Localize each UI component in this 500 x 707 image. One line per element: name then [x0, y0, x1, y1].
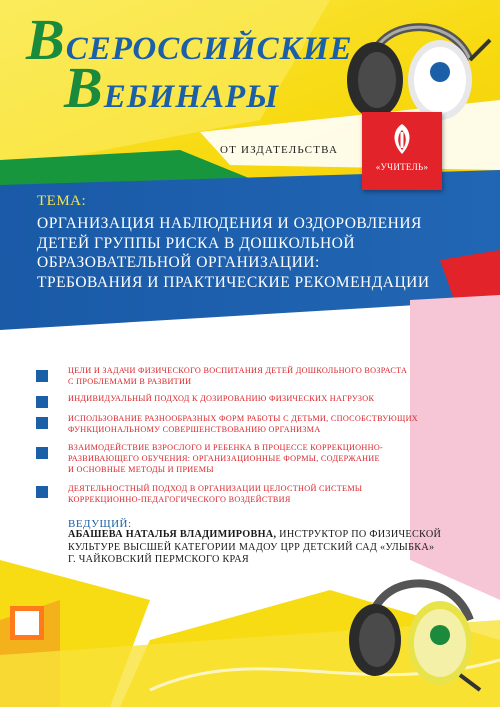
- title-line-2: [64, 55, 280, 120]
- host-info: [68, 529, 468, 567]
- agenda-item-line: ДЕЯТЕЛЬНОСТНЫЙ ПОДХОД В ОРГАНИЗАЦИИ ЦЕЛОСТНОЙ СИСТЕМЫ: [68, 484, 363, 493]
- topic-line: ОРГАНИЗАЦИЯ НАБЛЮДЕНИЯ И ОЗДОРОВЛЕНИЯ: [37, 215, 422, 232]
- host-name: АБАШЕВА НАТАЛЬЯ ВЛАДИМИРОВНА,: [68, 529, 277, 540]
- agenda-item-line: С ПРОБЛЕМАМИ В РАЗВИТИИ: [68, 377, 192, 386]
- title-rest-1: СЕРОССИЙСКИЕ: [65, 31, 353, 67]
- topic-line: ОБРАЗОВАТЕЛЬНОЙ ОРГАНИЗАЦИИ:: [37, 254, 320, 271]
- agenda-item: [68, 393, 458, 404]
- publisher-label: ОТ ИЗДАТЕЛЬСТВА: [220, 144, 339, 156]
- agenda-item: [68, 413, 458, 435]
- agenda-item-line: ВЗАИМОДЕЙСТВИЕ ВЗРОСЛОГО И РЕБЕНКА В ПРОЦЕССЕ КОРРЕКЦИОННО-: [68, 443, 384, 452]
- agenda-item-line: ИСПОЛЬЗОВАНИЕ РАЗНООБРАЗНЫХ ФОРМ РАБОТЫ С ДЕТЬМИ, СПОСОБСТВУЮЩИХ: [68, 414, 419, 423]
- agenda-item-line: ИНДИВИДУАЛЬНЫЙ ПОДХОД К ДОЗИРОВАНИЮ ФИЗИЧЕСКИХ НАГРУЗОК: [68, 394, 375, 403]
- square-bullet-icon: [36, 370, 48, 382]
- agenda-item-line: КОРРЕКЦИОННО-ПЕДАГОГИЧЕСКОГО ВОЗДЕЙСТВИЯ: [68, 495, 291, 504]
- host-label: ВЕДУЩИЙ:: [68, 518, 132, 530]
- title-rest-2: ЕБИНАРЫ: [103, 79, 280, 115]
- teacher-logo-icon: [383, 120, 421, 158]
- title-initial-1: В: [26, 7, 66, 72]
- title-initial-2: В: [64, 55, 104, 120]
- headphones-icon: [330, 0, 495, 130]
- square-bullet-icon: [36, 447, 48, 459]
- agenda-item-line: РАЗВИВАЮЩЕГО ОБУЧЕНИЯ: ОРГАНИЗАЦИОННЫЕ ФОРМЫ, СОДЕРЖАНИЕ: [68, 454, 380, 463]
- headphones-icon: [330, 555, 495, 695]
- logo-text: «УЧИТЕЛЬ»: [375, 162, 429, 172]
- host-line: Г. ЧАЙКОВСКИЙ ПЕРМСКОГО КРАЯ: [68, 554, 249, 565]
- square-bullet-icon: [36, 486, 48, 498]
- agenda-item: [68, 365, 458, 387]
- host-position: ИНСТРУКТОР ПО ФИЗИЧЕСКОЙ: [276, 529, 442, 540]
- topic-line: ТРЕБОВАНИЯ И ПРАКТИЧЕСКИЕ РЕКОМЕНДАЦИИ: [37, 273, 430, 291]
- agenda-item-line: ЦЕЛИ И ЗАДАЧИ ФИЗИЧЕСКОГО ВОСПИТАНИЯ ДЕТЕЙ ДОШКОЛЬНОГО ВОЗРАСТА: [68, 366, 408, 375]
- topic-label: ТЕМА:: [37, 193, 87, 209]
- agenda-item-line: И ОСНОВНЫЕ МЕТОДЫ И ПРИЕМЫ: [68, 465, 214, 474]
- host-line: [68, 529, 468, 542]
- agenda-item-line: ФУНКЦИОНАЛЬНОМУ СОВЕРШЕНСТВОВАНИЮ ОРГАНИЗМА: [68, 425, 321, 434]
- agenda-item: [68, 483, 458, 505]
- publisher-logo: [362, 112, 442, 190]
- agenda-item: [68, 442, 458, 475]
- square-bullet-icon: [36, 417, 48, 429]
- topic-title: [37, 214, 482, 292]
- square-bullet-icon: [36, 396, 48, 408]
- topic-line: ДЕТЕЙ ГРУППЫ РИСКА В ДОШКОЛЬНОЙ: [37, 234, 356, 252]
- host-line: КУЛЬТУРЕ ВЫСШЕЙ КАТЕГОРИИ МАДОУ ЦРР ДЕТСКИЙ САД «УЛЫБКА»: [68, 541, 435, 553]
